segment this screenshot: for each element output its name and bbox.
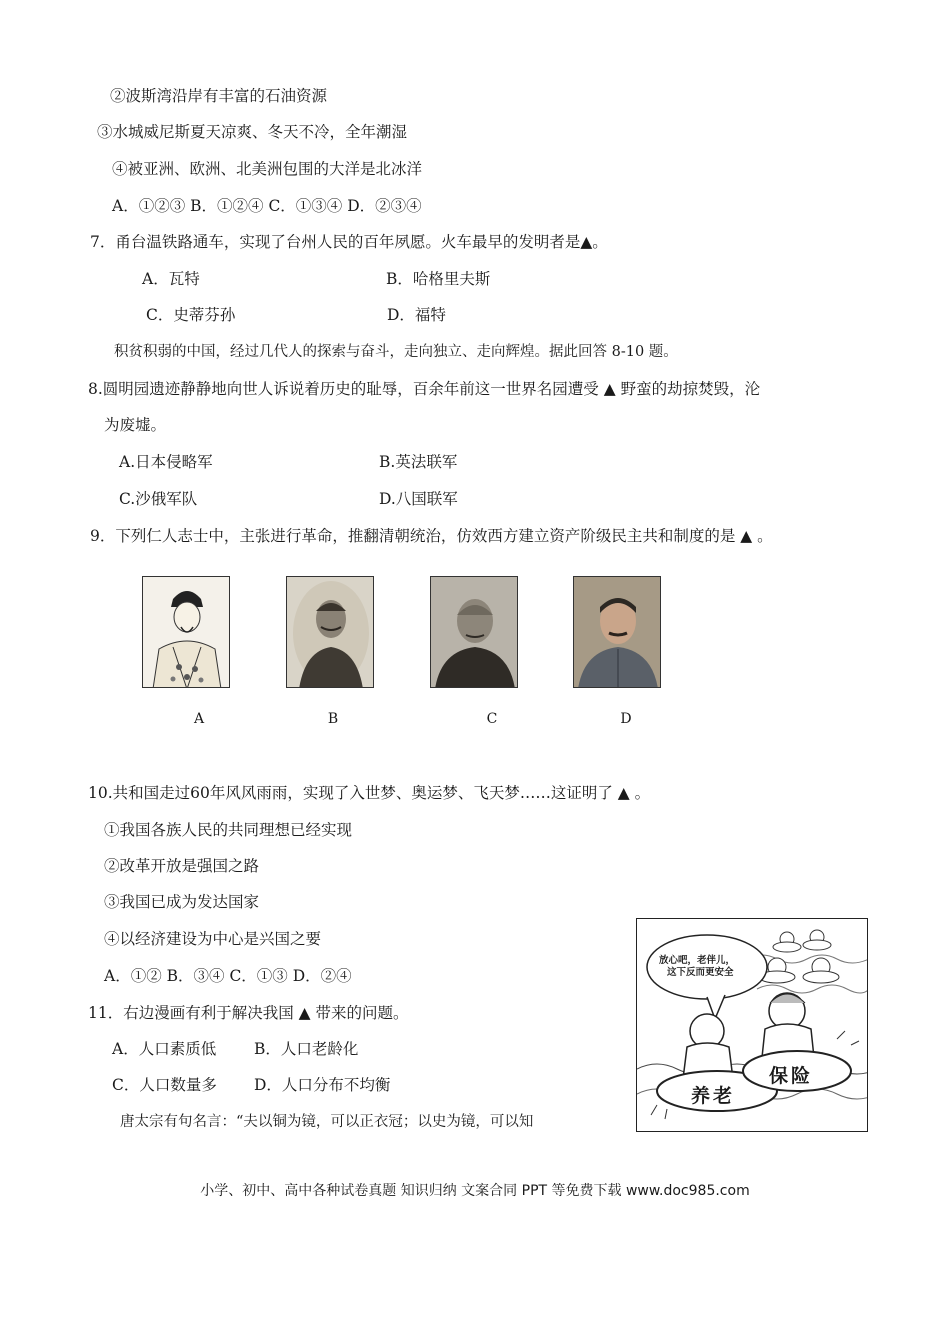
- q8-option-c: C.沙俄军队: [119, 490, 198, 508]
- q7-option-b: B．哈格里夫斯: [386, 270, 491, 288]
- ring-label-pension: 养老: [691, 1085, 736, 1107]
- q8-option-a: A.日本侵略军: [119, 453, 213, 471]
- q10-statement-1: ①我国各族人民的共同理想已经实现: [104, 821, 353, 839]
- q8-option-b: B.英法联军: [379, 453, 458, 471]
- ring-label-insurance: 保险: [769, 1065, 814, 1087]
- tang-quote: 唐太宗有句名言：“夫以铜为镜，可以正衣冠；以史为镜，可以知: [120, 1114, 534, 1130]
- speech-bubble-text: 放心吧，老伴儿， 这下反而更安全: [659, 955, 736, 978]
- portrait-d: [573, 576, 661, 688]
- q7-option-d: D．福特: [387, 306, 446, 324]
- question-10: 10.共和国走过60年风风雨雨，实现了入世梦、奥运梦、飞天梦……这证明了 ▲ 。: [88, 784, 651, 802]
- q11-option-a: A．人口素质低: [112, 1040, 217, 1058]
- portrait-label-b: B: [327, 711, 339, 727]
- portrait-label-d: D: [620, 711, 632, 727]
- question-9: 9．下列仁人志士中，主张进行革命，推翻清朝统治，仿效西方建立资产阶级民主共和制度的是 ▲ 。: [90, 527, 773, 545]
- q7-option-a: A．瓦特: [142, 270, 200, 288]
- portrait-label-c: C: [486, 711, 498, 727]
- q10-statement-2: ②改革开放是强国之路: [104, 857, 260, 875]
- q10-answer-options: A．①② B．③④ C．①③ D．②④: [104, 967, 352, 985]
- q10-statement-4: ④以经济建设为中心是兴国之要: [104, 930, 322, 948]
- portrait-label-a: A: [193, 711, 205, 727]
- statement-2: ②波斯湾沿岸有丰富的石油资源: [110, 87, 328, 105]
- q11-option-d: D．人口分布不均衡: [254, 1076, 391, 1094]
- q6-answer-options: A．①②③ B．①②④ C．①③④ D．②③④: [112, 197, 422, 215]
- question-11: 11．右边漫画有利于解决我国 ▲ 带来的问题。: [88, 1004, 409, 1022]
- question-7: 7．甬台温铁路通车，实现了台州人民的百年夙愿。火车最早的发明者是▲。: [90, 233, 608, 251]
- cartoon-image: [636, 918, 868, 1132]
- q11-option-b: B．人口老龄化: [254, 1040, 359, 1058]
- q7-option-c: C．史蒂芬孙: [146, 306, 236, 324]
- statement-3: ③水城威尼斯夏天凉爽、冬天不冷，全年潮湿: [97, 123, 408, 141]
- section-intro: 积贫积弱的中国，经过几代人的探索与奋斗，走向独立、走向辉煌。据此回答 8-10 题。: [114, 344, 678, 360]
- question-8-cont: 为废墟。: [104, 416, 167, 434]
- q11-option-c: C．人口数量多: [112, 1076, 217, 1094]
- portrait-c: [430, 576, 518, 688]
- q10-statement-3: ③我国已成为发达国家: [104, 893, 260, 911]
- statement-4: ④被亚洲、欧洲、北美洲包围的大洋是北冰洋: [112, 160, 423, 178]
- q8-option-d: D.八国联军: [379, 490, 458, 508]
- question-8: 8.圆明园遗迹静静地向世人诉说着历史的耻辱，百余年前这一世界名园遭受 ▲ 野蛮的劫掠焚毁，沦: [88, 380, 761, 398]
- portrait-b: [286, 576, 374, 688]
- page-footer: 小学、初中、高中各种试卷真题 知识归纳 文案合同 PPT 等免费下载 www.doc985.com: [200, 1183, 750, 1199]
- portrait-a: [142, 576, 230, 688]
